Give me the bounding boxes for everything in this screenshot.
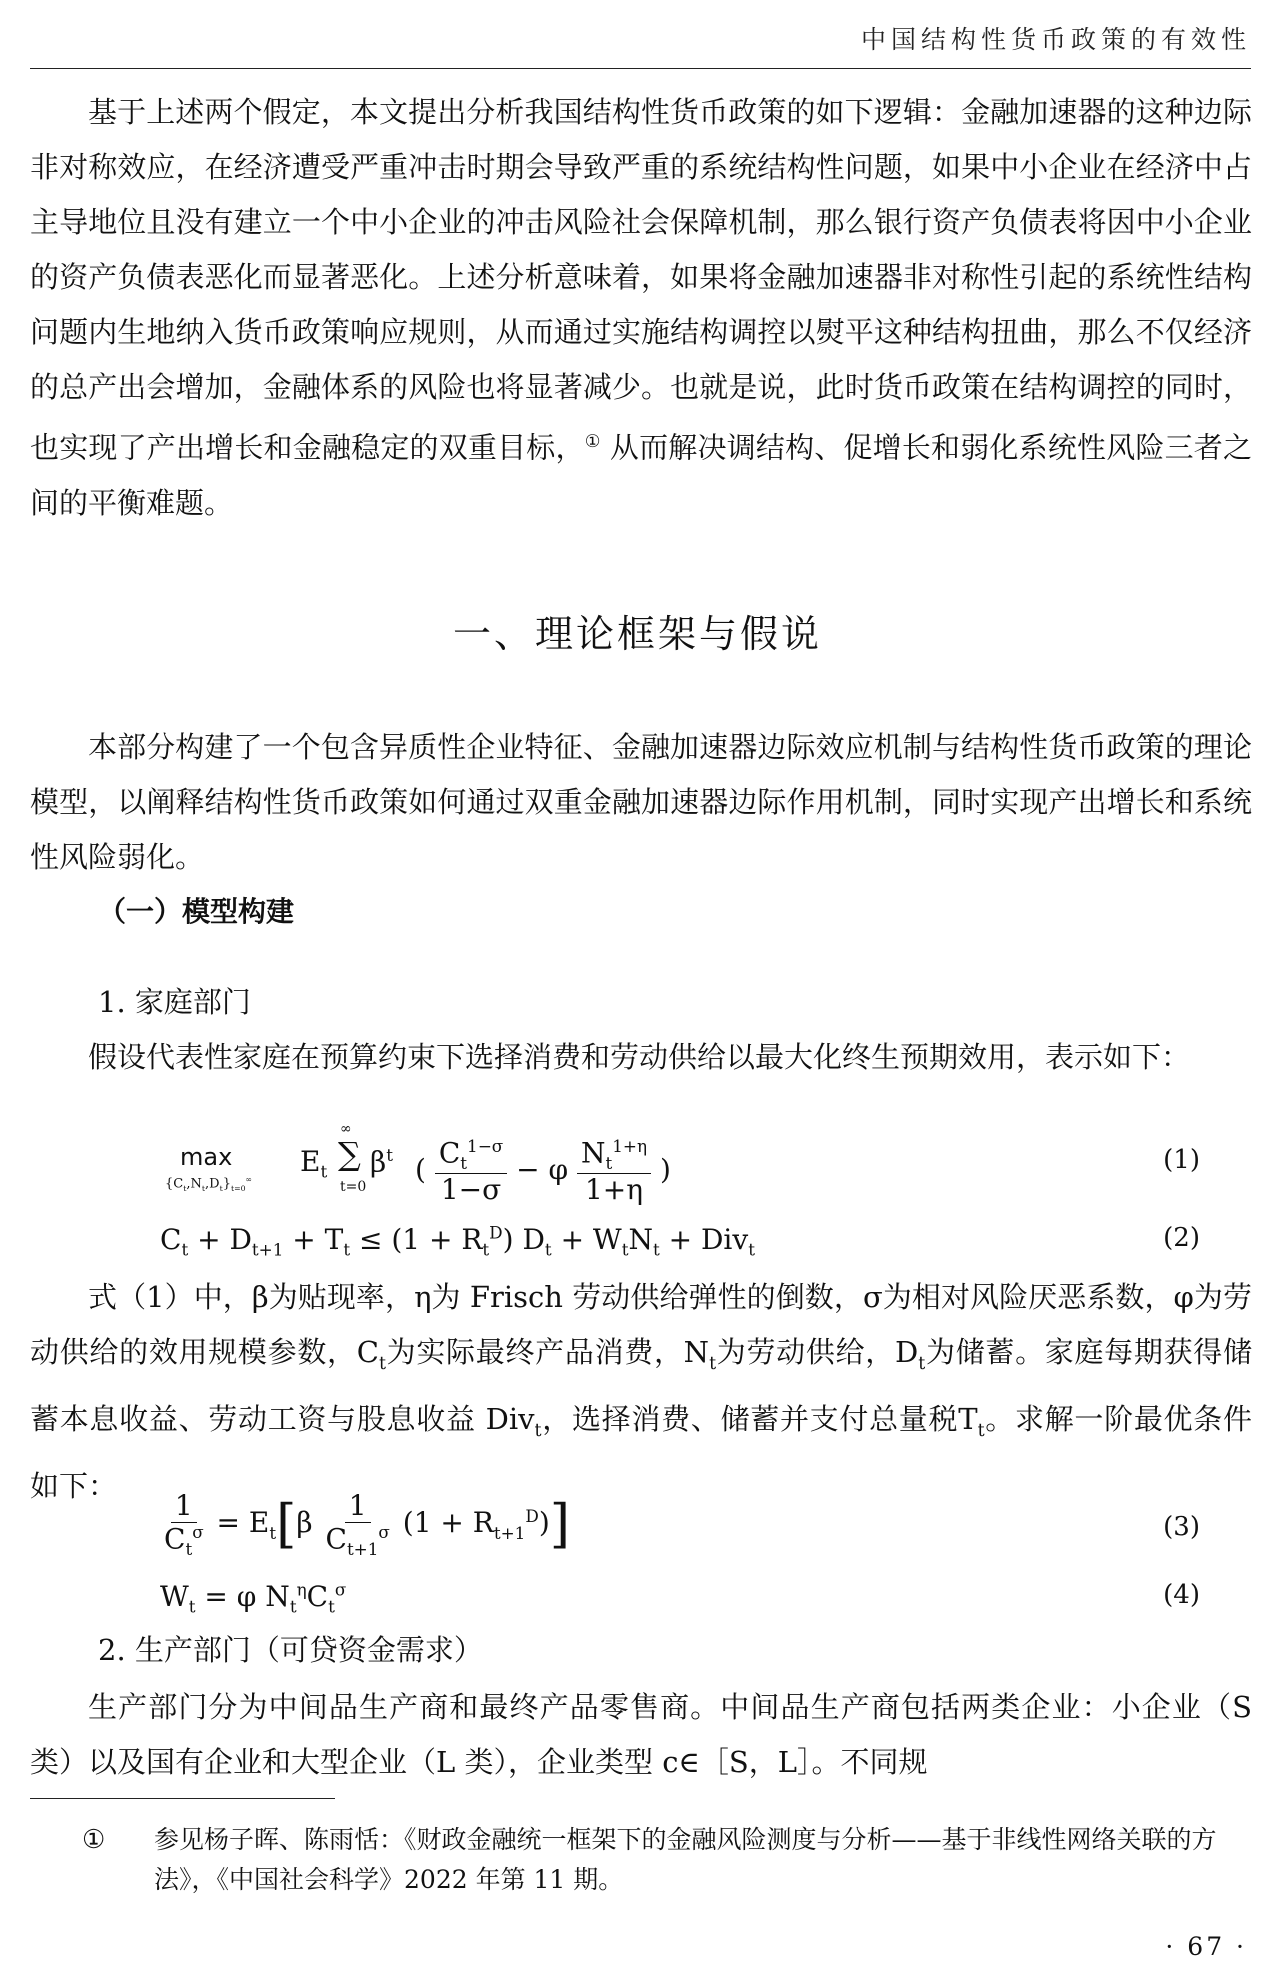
equation-3-number: (3) xyxy=(1163,1512,1200,1542)
paragraph-definitions xyxy=(30,1270,1252,1514)
equation-4-number: (4) xyxy=(1163,1580,1200,1610)
subheading-household: 1. 家庭部门 xyxy=(98,985,251,1019)
running-header-title: 中国结构性货币政策的有效性 xyxy=(860,25,1251,54)
footnote-ref-1[interactable]: ① xyxy=(584,432,601,452)
equation-3: $\frac{1}{C_t^\sigma}$ = $E_t[\beta$ $\frac{1}{C_{t+1}^\sigma}$ $(1 + R_{t+1}^D)$] (3) xyxy=(164,1489,1200,1560)
paragraph-intro-end: 从而解决调结构、促增长和弱化系统性风险三者之间的平衡难题。 xyxy=(30,430,1252,520)
footnote-mark: ① xyxy=(82,1825,106,1855)
running-header xyxy=(30,20,1251,69)
paragraph-production: 生产部门分为中间品生产商和最终产品零售商。中间品生产商包括两类企业：小企业（S 类）以及国有企业和大型企业（L 类），企业类型 c∈［S，L］。不同规 xyxy=(30,1690,1252,1779)
section-title: 一、理论框架与假说 xyxy=(452,612,822,656)
equation-1-number: (1) xyxy=(1163,1145,1200,1175)
equation-2-number: (2) xyxy=(1163,1223,1200,1253)
paragraph-definitions-text: 式（1）中，β为贴现率，η为 Frisch 劳动供给弹性的倒数，σ为相对风险厌恶系数，φ为劳动供给的效用规模参数，$C_t$为实际最终产品消费，$N_t$为劳动供给，$D_t$为储蓄。家庭每期获得储蓄本息收益、劳动工资与股息收益 Div$_t$，选择消费、储蓄并支付总量税$T_t$。求解一阶最优条件如下： xyxy=(30,1280,1252,1503)
footnote-text: 参见杨子晖、陈雨恬：《财政金融统一框架下的金融风险测度与分析——基于非线性网络关联的方法》，《中国社会科学》2022 年第 11 期。 xyxy=(154,1825,1217,1894)
footnote-divider xyxy=(30,1798,335,1799)
paragraph-household: 假设代表性家庭在预算约束下选择消费和劳动供给以最大化终生预期效用，表示如下： xyxy=(88,1040,1191,1074)
equation-4: $W_t = \varphi$ $N_t^\eta C_t^\sigma$ (4) xyxy=(160,1580,1200,1617)
paragraph-intro xyxy=(30,85,1252,531)
paragraph-intro-text: 基于上述两个假定，本文提出分析我国结构性货币政策的如下逻辑：金融加速器的这种边际非对称效应，在经济遭受严重冲击时期会导致严重的系统结构性问题，如果中小企业在经济中占主导地位且没有建立一个中小企业的冲击风险社会保障机制，那么银行资产负债表将因中小企业的资产负债表恶化而显著恶化。上述分析意味着，如果将金融加速器非对称性引起的系统性结构问题内生地纳入货币政策响应规则，从而通过实施结构调控以熨平这种结构扭曲，那么不仅经济的总产出会增加，金融体系的风险也将显著减少。也就是说，此时货币政策在结构调控的同时，也实现了产出增长和金融稳定的双重目标， xyxy=(30,95,1252,465)
page-number: · 67 · xyxy=(1165,1932,1247,1961)
equation-1: max $\{C_t,N_t,D_t\}_{t=0}^\infty$ $E_t$ ∑ ∞ t=0 $\beta^t$ ( $\frac{C_t^{1-\sigma}}{1-\sigma}$ − φ $\frac{N_t^{1+\eta}}{1+\eta}$ ) (1) xyxy=(165,1121,1200,1207)
paragraph-framework: 本部分构建了一个包含异质性企业特征、金融加速器边际效应机制与结构性货币政策的理论模型，以阐释结构性货币政策如何通过双重金融加速器边际作用机制，同时实现产出增长和系统性风险弱化。 xyxy=(30,730,1252,874)
equation-2: $C_t + D_{t+1} + T_t \le (1 + R_t^D) D_t + W_tN_t + Div_t$ (2) xyxy=(160,1223,1200,1260)
subheading-model: （一）模型构建 xyxy=(98,895,295,928)
subheading-production: 2. 生产部门（可贷资金需求） xyxy=(98,1633,483,1667)
